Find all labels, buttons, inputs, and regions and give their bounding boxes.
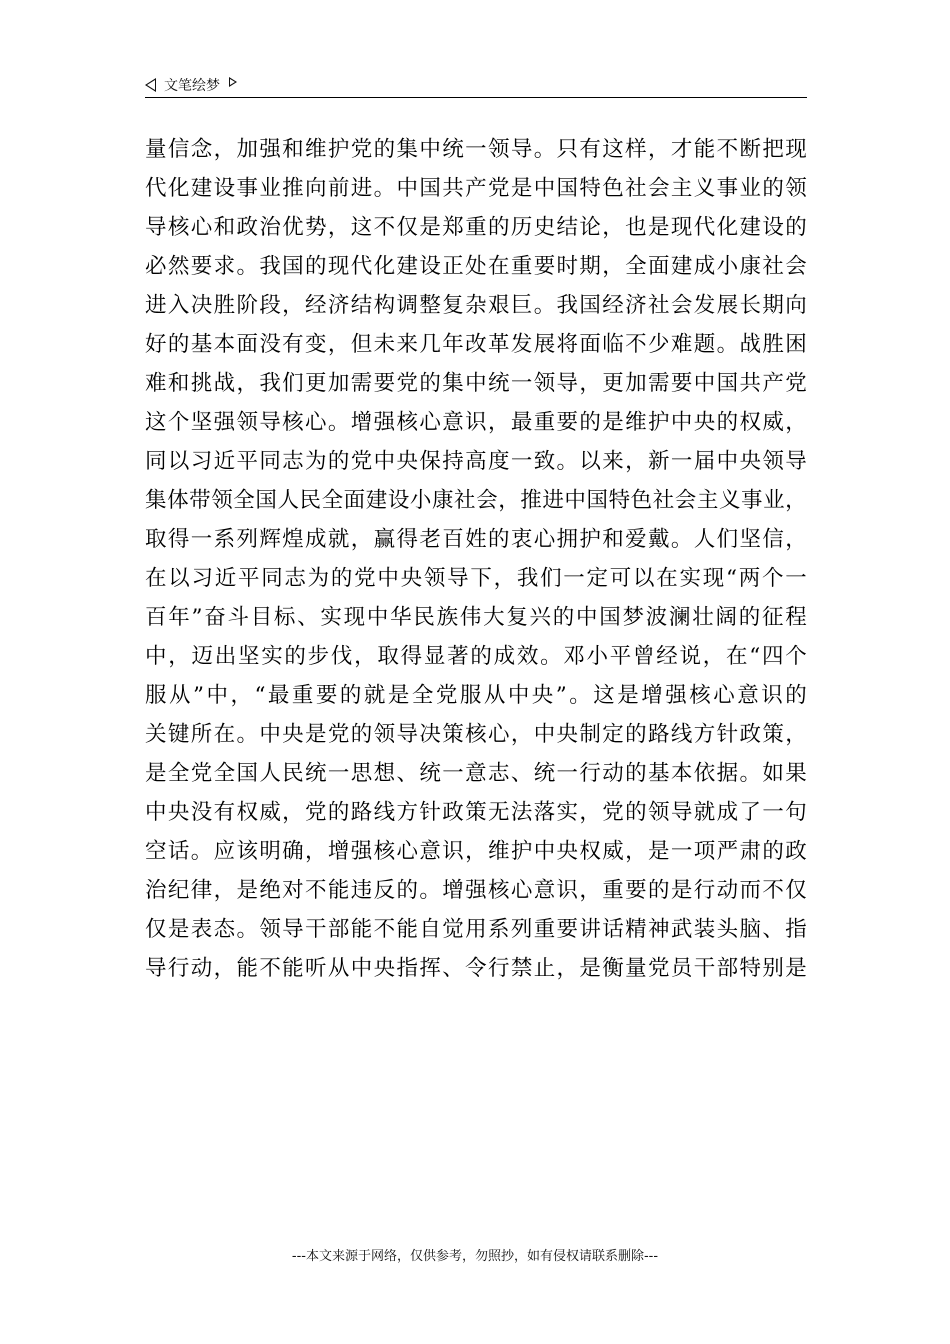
- body-line: 同以习近平同志为的党中央保持高度一致。以来，新一届中央领导: [145, 449, 807, 474]
- page-header: [145, 70, 807, 98]
- body-text: [145, 130, 807, 988]
- body-line: 关键所在。中央是党的领导决策核心，中央制定的路线方针政策，: [145, 722, 807, 747]
- body-line: 空话。应该明确，增强核心意识，维护中央权威，是一项严肃的政: [145, 839, 807, 864]
- body-line: 量信念，加强和维护党的集中统一领导。只有这样，才能不断把现: [145, 137, 807, 162]
- header-divider: [145, 97, 807, 98]
- body-line: 服从”中，“最重要的就是全党服从中央”。这是增强核心意识的: [145, 683, 807, 708]
- triangle-right-icon: [229, 77, 237, 87]
- body-line: 必然要求。我国的现代化建设正处在重要时期，全面建成小康社会: [145, 254, 807, 279]
- body-line: 集体带领全国人民全面建设小康社会，推进中国特色社会主义事业，: [145, 488, 807, 513]
- page-footer: ---本文来源于网络，仅供参考，勿照抄，如有侵权请联系删除---: [291, 1249, 659, 1264]
- body-line: 进入决胜阶段，经济结构调整复杂艰巨。我国经济社会发展长期向: [145, 293, 807, 318]
- body-line: 是全党全国人民统一思想、统一意志、统一行动的基本依据。如果: [145, 761, 807, 786]
- body-line: 代化建设事业推向前进。中国共产党是中国特色社会主义事业的领: [145, 176, 807, 201]
- body-line: 中央没有权威，党的路线方针政策无法落实，党的领导就成了一句: [145, 800, 807, 825]
- body-line: 导核心和政治优势，这不仅是郑重的历史结论，也是现代化建设的: [145, 215, 807, 240]
- header-brand: [145, 74, 237, 96]
- triangle-left-icon: [145, 78, 156, 92]
- body-line: 仅是表态。领导干部能不能自觉用系列重要讲话精神武装头脑、指: [145, 917, 807, 942]
- body-line: 难和挑战，我们更加需要党的集中统一领导，更加需要中国共产党: [145, 371, 807, 396]
- body-line: 治纪律，是绝对不能违反的。增强核心意识，重要的是行动而不仅: [145, 878, 807, 903]
- body-line: 这个坚强领导核心。增强核心意识，最重要的是维护中央的权威，: [145, 410, 807, 435]
- body-line: 中，迈出坚实的步伐，取得显著的成效。邓小平曾经说，在“四个: [145, 644, 807, 669]
- body-line: 导行动，能不能听从中央指挥、令行禁止，是衡量党员干部特别是: [145, 956, 807, 981]
- header-brand-label: 文笔绘梦: [164, 78, 220, 94]
- body-line: 取得一系列辉煌成就，赢得老百姓的衷心拥护和爱戴。人们坚信，: [145, 527, 807, 552]
- body-line: 百年”奋斗目标、实现中华民族伟大复兴的中国梦波澜壮阔的征程: [145, 605, 807, 630]
- body-line: 好的基本面没有变，但未来几年改革发展将面临不少难题。战胜困: [145, 332, 807, 357]
- body-line: 在以习近平同志为的党中央领导下，我们一定可以在实现“两个一: [145, 566, 807, 591]
